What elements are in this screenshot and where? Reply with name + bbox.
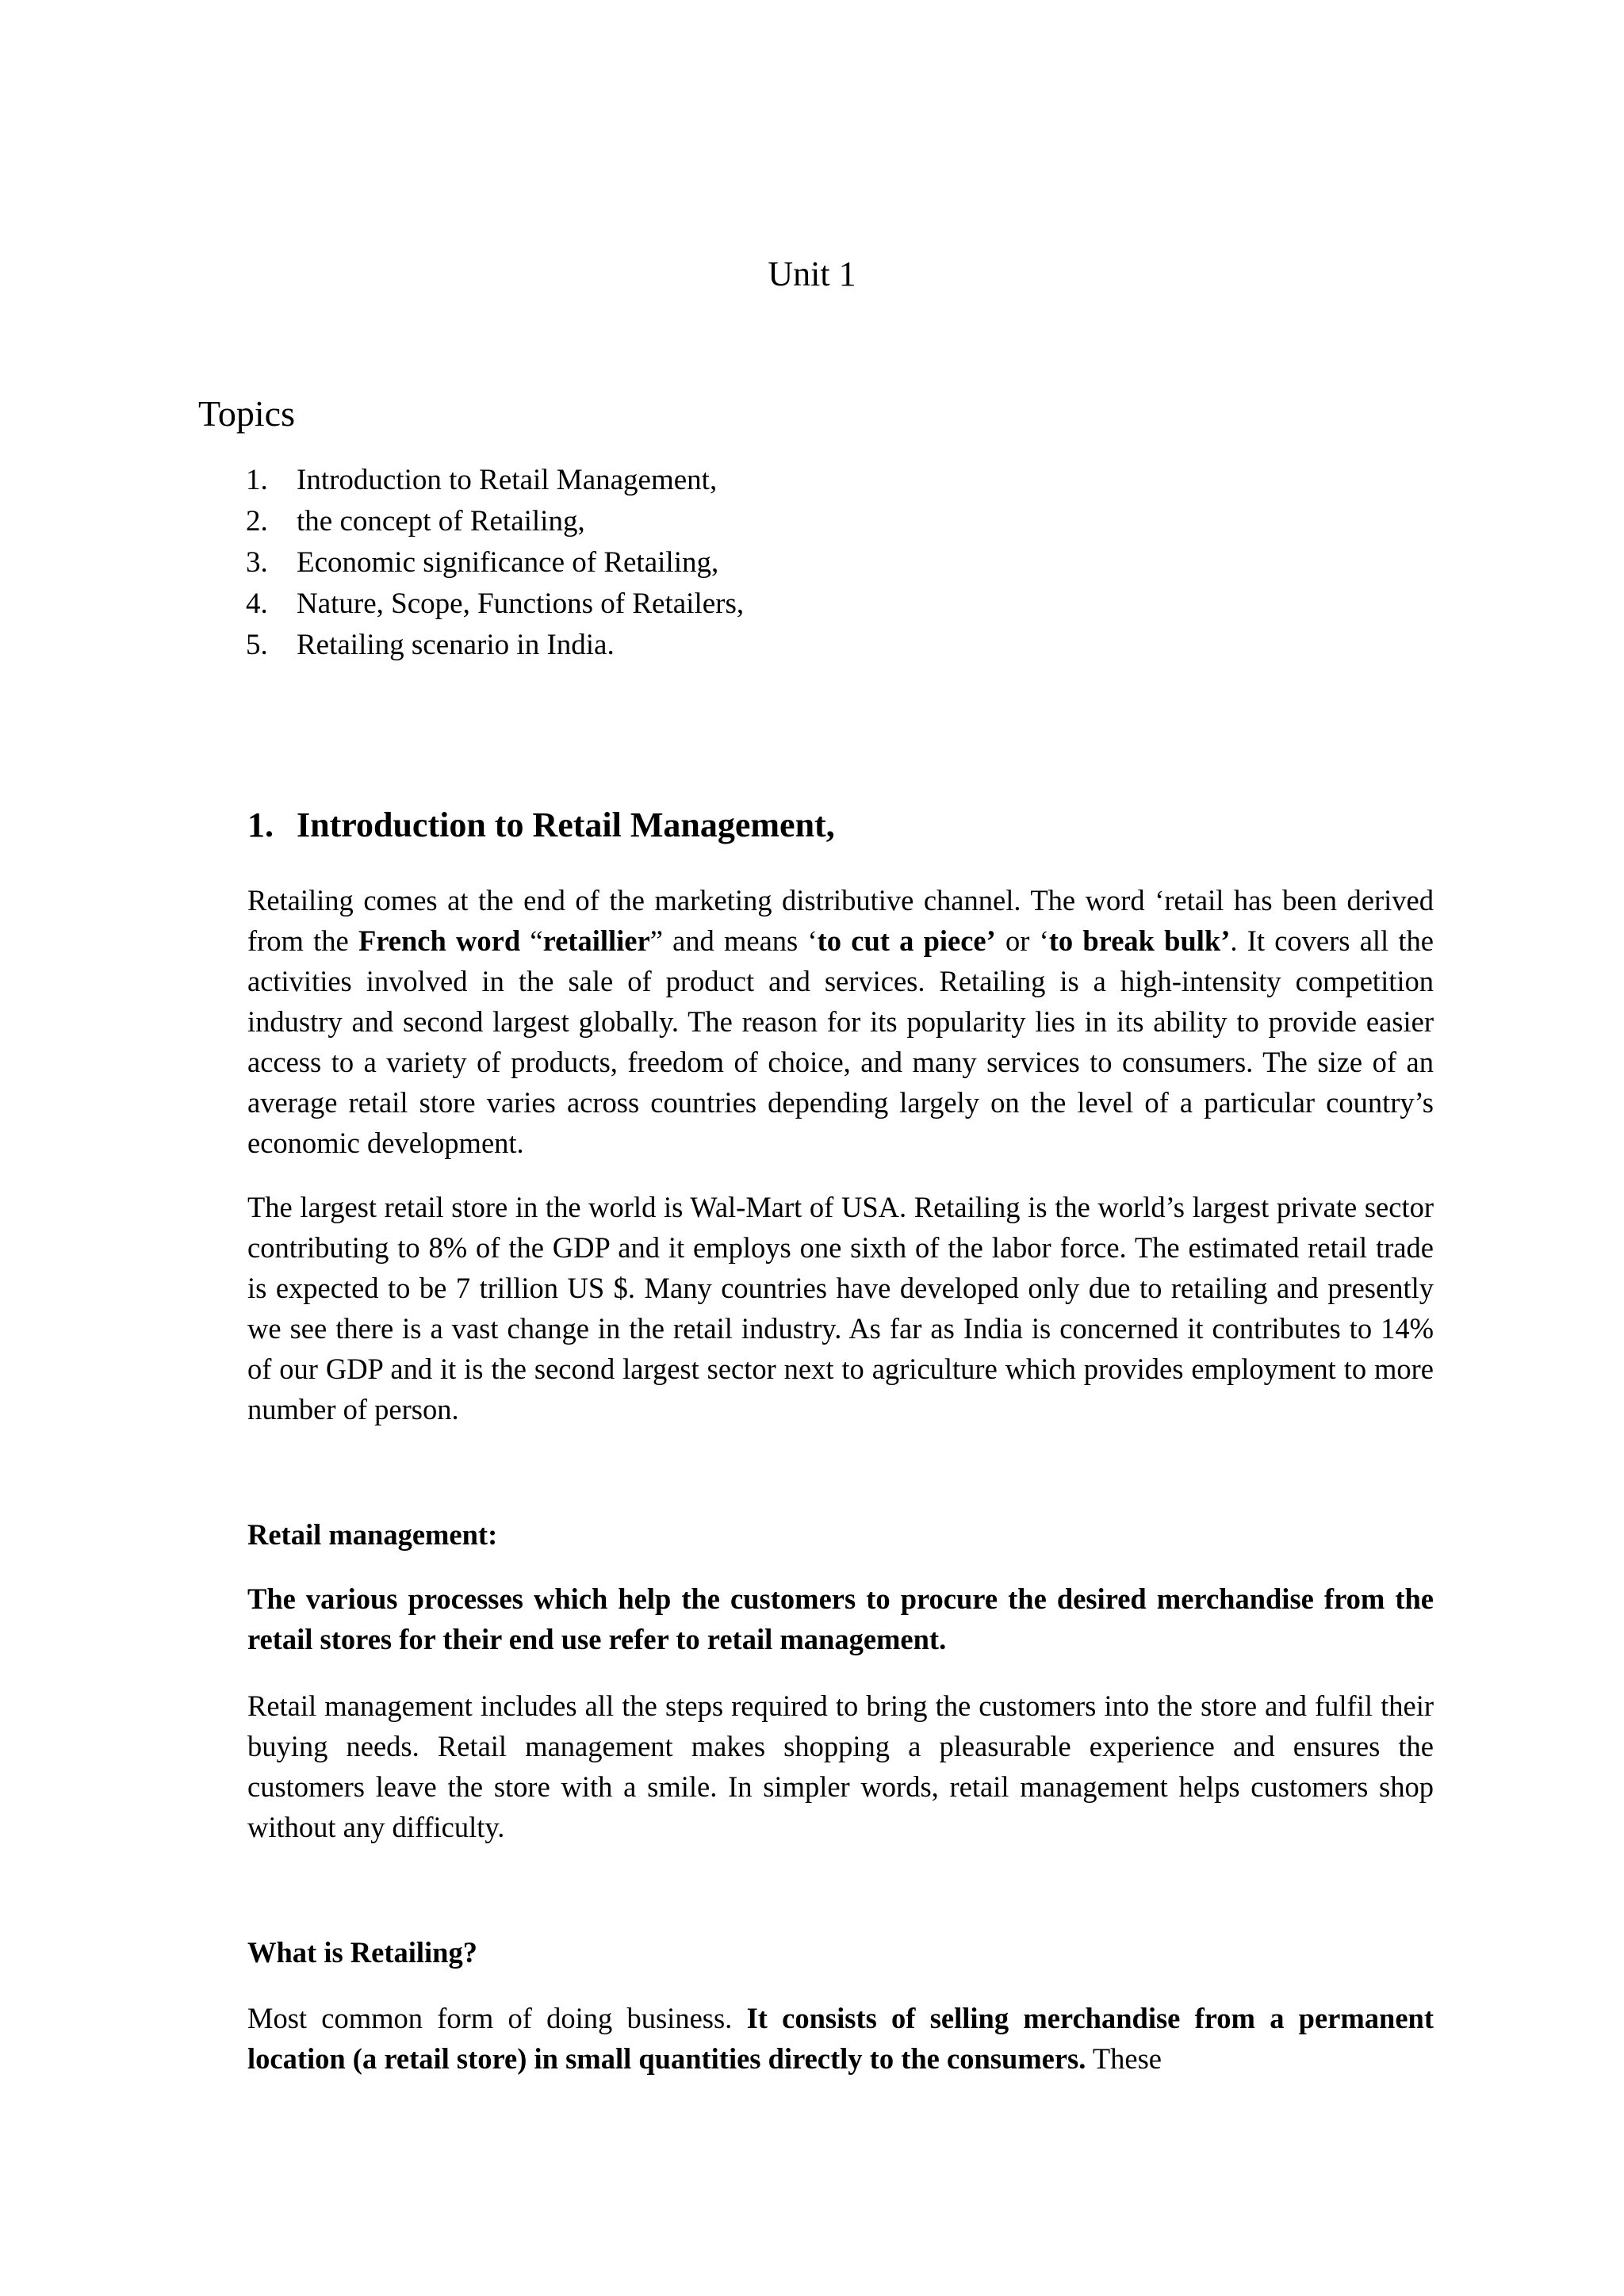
topic-item [246, 542, 744, 584]
retail-management-definition: The various processes which help the customers to procure the desired merchandise from the retail stores for their end use refer to retail management. [247, 1582, 1434, 1655]
topic-number: 5. [246, 629, 268, 661]
bold-run: to cut a piece’ [817, 924, 996, 957]
intro-paragraph [247, 880, 1434, 1163]
topic-number: 1. [246, 464, 268, 496]
topic-text: Introduction to Retail Management, [297, 464, 718, 496]
section-number: 1. [247, 806, 274, 844]
topic-item [246, 625, 744, 666]
unit-title: Unit 1 [768, 254, 856, 293]
text-run: ” and means ‘ [649, 924, 818, 957]
bold-run: French word [358, 924, 521, 957]
topics-heading: Topics [198, 393, 295, 434]
bold-run: to break bulk’ [1048, 924, 1231, 957]
bold-run: It consists of selling merchandise from a permanent location (a retail store) in small quantities directly to the consumers. [247, 2002, 1434, 2075]
retail-management-heading: Retail management: [247, 1518, 498, 1551]
text-run: Most common form of doing business. [247, 2002, 747, 2034]
text-run: or ‘ [995, 924, 1049, 957]
walmart-paragraph: The largest retail store in the world is Wal-Mart of USA. Retailing is the world’s largest private sector contributing to 8% of the GDP and it employs one sixth of the labor force. The estimated retail trade is expected to be 7 trillion US $. Many countries have developed only due to retailing and presently we see there is a vast change in the retail industry. As far as India is concerned it contributes to 14% of our GDP and it is the second largest sector next to agriculture which provides employment to more number of person. [247, 1191, 1434, 1425]
topic-item [246, 460, 744, 501]
topic-number: 3. [246, 546, 268, 579]
text-run: “ [520, 924, 543, 957]
topic-text: the concept of Retailing, [297, 505, 585, 538]
section-title: Introduction to Retail Management, [297, 806, 835, 844]
topic-text: Retailing scenario in India. [297, 629, 615, 661]
topic-text: Economic significance of Retailing, [297, 546, 719, 579]
topic-text: Nature, Scope, Functions of Retailers, [297, 587, 745, 620]
section-heading [247, 802, 835, 848]
retail-management-description: Retail management includes all the steps required to bring the customers into the store and fulfil their buying needs. Retail management makes shopping a pleasurable experience and ensures the customers leave the store with a smile. In simpler words, retail management helps customers shop without any difficulty. [247, 1689, 1434, 1843]
bold-run: retaillier [542, 924, 650, 957]
topic-item [246, 584, 744, 625]
topic-item [246, 501, 744, 542]
what-is-retailing-paragraph [247, 1998, 1434, 2079]
text-run: . It covers all the activities involved in the sale of product and services. Retailing is a high-intensity competition industry and second largest globally. The reason for its popularity lies in its ability to provide easier access to a variety of products, freedom of choice, and many services to consumers. The size of an average retail store varies across countries depending largely on the level of a particular country’s economic development. [247, 924, 1434, 1159]
text-run: Retailing comes at the end of the marketing distributive channel. The word ‘retail has been derived from the [247, 884, 1434, 957]
topic-number: 4. [246, 587, 268, 620]
what-is-retailing-heading: What is Retailing? [247, 1936, 477, 1969]
topic-number: 2. [246, 505, 268, 538]
text-run: These [1086, 2042, 1162, 2075]
topics-list [246, 460, 744, 666]
